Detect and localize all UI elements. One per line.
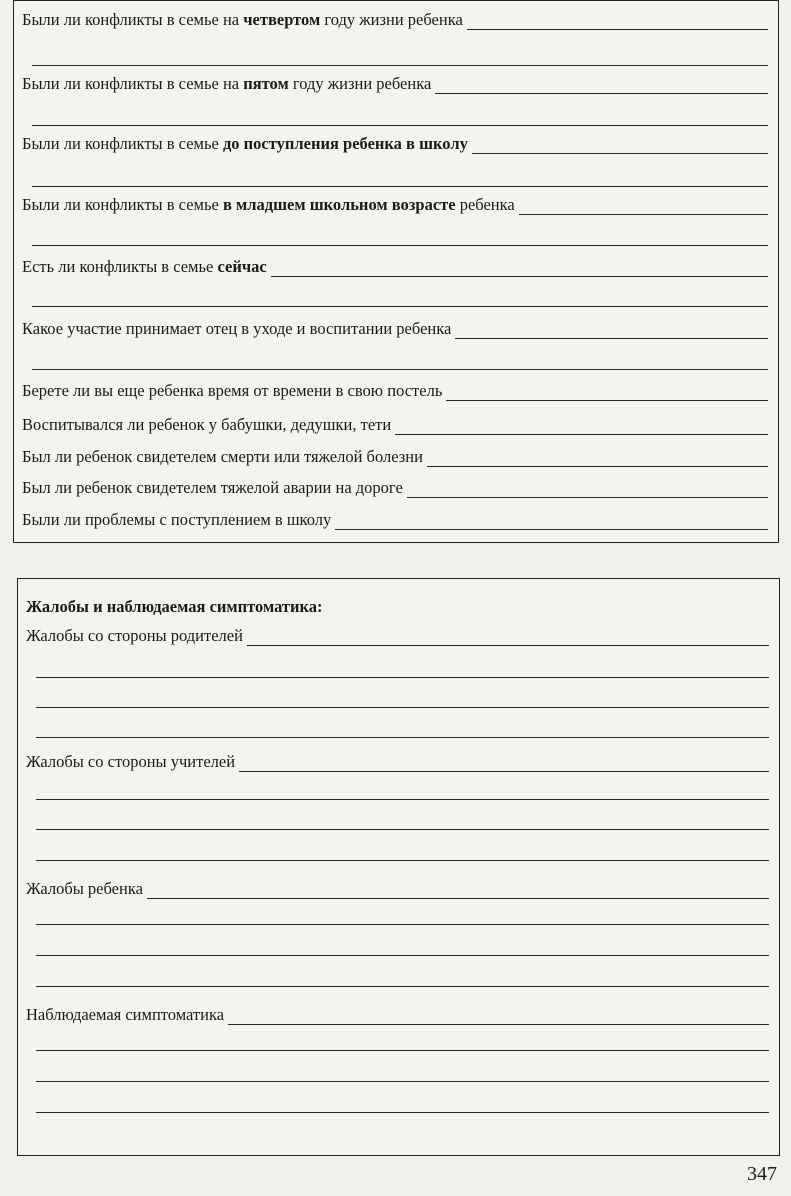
question-text: Какое участие принимает отец в уходе и воспитании ребенка xyxy=(22,319,452,338)
answer-field[interactable] xyxy=(427,452,768,467)
answer-line[interactable] xyxy=(36,677,769,678)
answer-line[interactable] xyxy=(36,829,769,830)
answer-line[interactable] xyxy=(36,1112,769,1113)
question-grandparents xyxy=(22,415,768,435)
answer-field[interactable] xyxy=(467,15,768,30)
answer-field[interactable] xyxy=(407,483,768,498)
question-text: Жалобы со стороны родителей xyxy=(26,626,243,645)
answer-line[interactable] xyxy=(36,986,769,987)
parents-complaints xyxy=(26,626,769,646)
section-heading-row xyxy=(26,597,769,617)
answer-line[interactable] xyxy=(36,799,769,800)
question-emphasis: четвертом xyxy=(243,10,321,29)
answer-line[interactable] xyxy=(32,306,768,307)
answer-line[interactable] xyxy=(32,65,768,66)
answer-field[interactable] xyxy=(455,324,768,339)
answer-field[interactable] xyxy=(228,1010,769,1025)
question-before-school xyxy=(22,134,768,154)
teachers-complaints xyxy=(26,752,769,772)
question-text: году жизни ребенка xyxy=(320,10,463,29)
answer-line[interactable] xyxy=(36,860,769,861)
answer-line[interactable] xyxy=(36,707,769,708)
answer-field[interactable] xyxy=(239,757,769,772)
answer-line[interactable] xyxy=(36,737,769,738)
question-text: Жалобы ребенка xyxy=(26,879,143,898)
observed-symptoms xyxy=(26,1005,769,1025)
answer-field[interactable] xyxy=(395,420,768,435)
answer-line[interactable] xyxy=(32,186,768,187)
question-emphasis: пятом xyxy=(243,74,289,93)
question-emphasis: до поступления ребенка в школу xyxy=(222,134,468,153)
question-text: Берете ли вы еще ребенка время от времени в свою постель xyxy=(22,381,443,400)
question-fifth-year xyxy=(22,74,768,94)
answer-line[interactable] xyxy=(32,369,768,370)
answer-field[interactable] xyxy=(147,884,769,899)
answer-line[interactable] xyxy=(36,924,769,925)
answer-field[interactable] xyxy=(271,262,768,277)
page-number: 347 xyxy=(747,1163,777,1185)
section-heading: Жалобы и наблюдаемая симптоматика: xyxy=(26,597,323,616)
answer-field[interactable] xyxy=(519,200,768,215)
question-death-illness xyxy=(22,447,768,467)
question-text: Наблюдаемая симптоматика xyxy=(26,1005,225,1024)
answer-field[interactable] xyxy=(335,515,768,530)
question-text: Были ли конфликты в семье xyxy=(22,195,223,214)
question-school-admission xyxy=(22,510,768,530)
question-emphasis: в младшем школьном возрасте xyxy=(222,195,456,214)
question-bed xyxy=(22,381,768,401)
answer-field[interactable] xyxy=(472,139,768,154)
question-text: ребенка xyxy=(455,195,515,214)
question-accident xyxy=(22,478,768,498)
answer-field[interactable] xyxy=(435,79,768,94)
complaints-section xyxy=(17,578,780,1156)
question-emphasis: сейчас xyxy=(217,257,267,276)
question-fourth-year xyxy=(22,10,768,30)
question-text: Жалобы со стороны учителей xyxy=(26,752,236,771)
question-text: Были ли конфликты в семье xyxy=(22,134,223,153)
question-text: Были ли проблемы с поступлением в школу xyxy=(22,510,332,529)
question-text: Воспитывался ли ребенок у бабушки, дедушки, тети xyxy=(22,415,392,434)
answer-line[interactable] xyxy=(32,245,768,246)
question-now xyxy=(22,257,768,277)
answer-line[interactable] xyxy=(36,1081,769,1082)
question-text: Был ли ребенок свидетелем тяжелой аварии на дороге xyxy=(22,478,403,497)
answer-line[interactable] xyxy=(36,1050,769,1051)
question-text: году жизни ребенка xyxy=(288,74,432,93)
question-father-participation xyxy=(22,319,768,339)
question-primary-school xyxy=(22,195,768,215)
answer-field[interactable] xyxy=(247,631,769,646)
question-text: Были ли конфликты в семье на xyxy=(22,74,244,93)
child-complaints xyxy=(26,879,769,899)
question-text: Были ли конфликты в семье на xyxy=(22,10,244,29)
answer-line[interactable] xyxy=(36,955,769,956)
question-text: Есть ли конфликты в семье xyxy=(22,257,218,276)
answer-line[interactable] xyxy=(32,125,768,126)
family-conflicts-section xyxy=(13,0,779,543)
answer-field[interactable] xyxy=(446,386,768,401)
question-text: Был ли ребенок свидетелем смерти или тяжелой болезни xyxy=(22,447,423,466)
